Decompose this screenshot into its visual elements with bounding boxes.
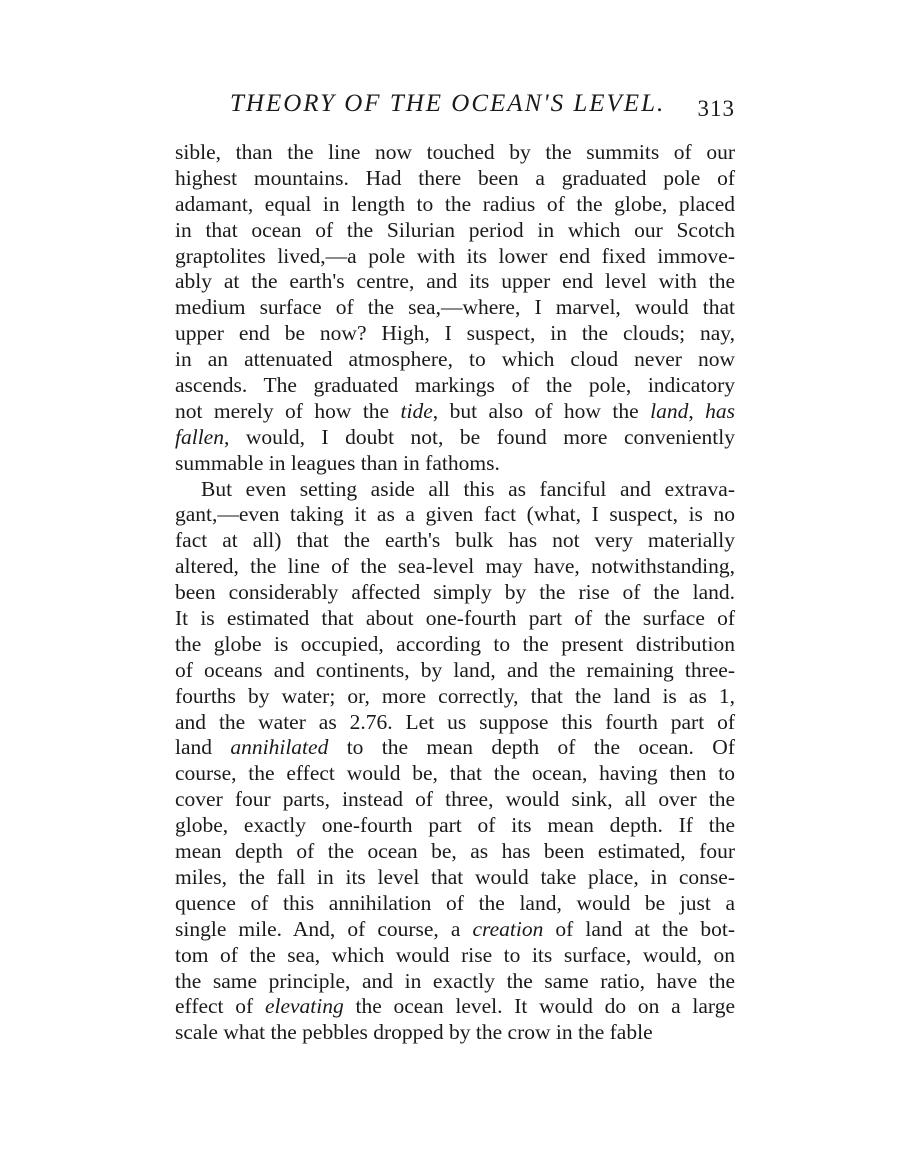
text-line bbox=[175, 477, 735, 503]
text-run: medium surface of the sea,—where, I marvel, would that bbox=[175, 295, 735, 320]
running-title: THEORY OF THE OCEAN'S LEVEL. bbox=[230, 90, 666, 117]
text-run: ascends. The graduated markings of the pole, indicatory bbox=[175, 373, 735, 398]
text-line bbox=[175, 192, 735, 218]
text-run: in that ocean of the Silurian period in which our Scotch bbox=[175, 217, 735, 242]
text-run: upper end be now? High, I suspect, in the clouds; nay, bbox=[175, 321, 735, 346]
text-run: gant,—even taking it as a given fact (what, I suspect, is no bbox=[175, 502, 735, 527]
italic-word: has bbox=[705, 398, 736, 423]
text-run: It is estimated that about one-fourth part of the surface of bbox=[175, 606, 735, 631]
text-run: the same principle, and in exactly the same ratio, have the bbox=[175, 968, 735, 993]
text-run: , would, I doubt not, be found more conveniently bbox=[223, 424, 735, 449]
italic-word: creation bbox=[472, 916, 544, 941]
text-line bbox=[175, 943, 735, 969]
text-line bbox=[175, 839, 735, 865]
text-run: globe, exactly one-fourth part of its mean depth. If the bbox=[175, 813, 735, 838]
text-line bbox=[175, 502, 735, 528]
text-line bbox=[175, 865, 735, 891]
text-run: of oceans and continents, by land, and the remaining three- bbox=[175, 657, 735, 682]
text-run: single mile. And, of course, a bbox=[175, 916, 473, 941]
text-run: not merely of how the bbox=[175, 398, 401, 423]
text-run: ably at the earth's centre, and its upper end level with the bbox=[175, 269, 735, 294]
text-line bbox=[175, 425, 735, 451]
italic-word: tide bbox=[400, 398, 433, 423]
text-run: summable in leagues than in fathoms. bbox=[175, 450, 500, 475]
text-line bbox=[175, 244, 735, 270]
text-line bbox=[175, 606, 735, 632]
text-run: the globe is occupied, according to the present distribution bbox=[175, 631, 735, 656]
page-body-text bbox=[175, 140, 735, 1046]
text-line bbox=[175, 373, 735, 399]
page-number: 313 bbox=[697, 96, 735, 121]
text-line bbox=[175, 295, 735, 321]
text-line bbox=[175, 787, 735, 813]
text-line bbox=[175, 684, 735, 710]
text-run: course, the effect would be, that the ocean, having then to bbox=[175, 761, 735, 786]
text-run: But even setting aside all this as fanciful and extrava- bbox=[201, 476, 735, 501]
text-run: altered, the line of the sea-level may have, notwithstanding, bbox=[175, 554, 735, 579]
text-run: graptolites lived,—a pole with its lower end fixed immove- bbox=[175, 243, 735, 268]
text-line bbox=[175, 632, 735, 658]
text-line bbox=[175, 399, 735, 425]
text-line bbox=[175, 710, 735, 736]
text-run: scale what the pebbles dropped by the crow in the fable bbox=[175, 1020, 653, 1045]
text-run: the ocean level. It would do on a large bbox=[343, 994, 735, 1019]
text-line bbox=[175, 994, 735, 1020]
text-run: of land at the bot- bbox=[543, 916, 735, 941]
text-line bbox=[175, 554, 735, 580]
text-line bbox=[175, 917, 735, 943]
text-line bbox=[175, 813, 735, 839]
text-line bbox=[175, 269, 735, 295]
text-run: land bbox=[175, 735, 231, 760]
text-line bbox=[175, 347, 735, 373]
italic-word: fallen bbox=[175, 424, 224, 449]
italic-word: annihilated bbox=[230, 735, 329, 760]
text-run: fourths by water; or, more correctly, that the land is as 1, bbox=[175, 683, 735, 708]
text-line bbox=[175, 580, 735, 606]
text-run: highest mountains. Had there been a graduated pole of bbox=[175, 165, 735, 190]
text-run: in an attenuated atmosphere, to which cloud never now bbox=[175, 347, 735, 372]
text-line bbox=[175, 658, 735, 684]
italic-word: elevating bbox=[264, 994, 344, 1019]
text-run: mean depth of the ocean be, as has been estimated, four bbox=[175, 839, 735, 864]
text-run: , but also of how the bbox=[432, 398, 651, 423]
text-line bbox=[175, 969, 735, 995]
text-run: effect of bbox=[175, 994, 265, 1019]
text-line bbox=[175, 166, 735, 192]
text-line bbox=[175, 891, 735, 917]
text-run: sible, than the line now touched by the summits of our bbox=[175, 140, 735, 164]
text-run: fact at all) that the earth's bulk has not very materially bbox=[175, 528, 735, 553]
text-run: been considerably affected simply by the rise of the land. bbox=[175, 580, 735, 605]
text-run: , bbox=[688, 398, 706, 423]
page-header bbox=[230, 90, 735, 130]
text-run: quence of this annihilation of the land, would be just a bbox=[175, 890, 735, 915]
text-run: tom of the sea, which would rise to its surface, would, on bbox=[175, 942, 735, 967]
text-run: adamant, equal in length to the radius of the globe, placed bbox=[175, 191, 735, 216]
text-line bbox=[175, 218, 735, 244]
text-run: miles, the fall in its level that would take place, in conse- bbox=[175, 864, 735, 889]
text-run: cover four parts, instead of three, would sink, all over the bbox=[175, 787, 735, 812]
italic-word: land bbox=[650, 398, 689, 423]
text-line bbox=[175, 528, 735, 554]
text-line bbox=[175, 735, 735, 761]
text-run: and the water as 2.76. Let us suppose this fourth part of bbox=[175, 709, 735, 734]
text-line bbox=[175, 1020, 735, 1046]
text-line bbox=[175, 140, 735, 166]
text-line bbox=[175, 451, 735, 477]
text-line bbox=[175, 321, 735, 347]
text-line bbox=[175, 761, 735, 787]
text-run: to the mean depth of the ocean. Of bbox=[328, 735, 735, 760]
